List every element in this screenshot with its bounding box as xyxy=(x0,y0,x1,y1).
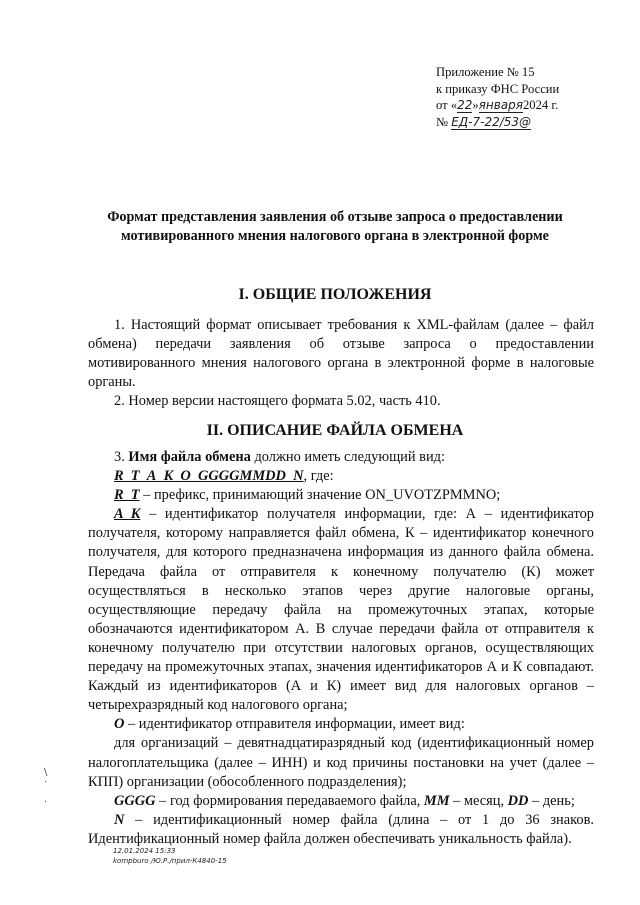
filename-term: Имя файла обмена xyxy=(128,449,251,465)
date-definition: GGGG – год формирования передаваемого файла, MM – месяц, DD – день; xyxy=(114,792,575,809)
margin-scan-marks: \ · · xyxy=(44,767,48,808)
paragraph-3: 3. Имя файла обмена должно иметь следующий вид: xyxy=(114,449,445,465)
filename-pattern: R_T_A_K_O_GGGGMMDD_N xyxy=(114,468,304,485)
o-definition: O – идентификатор отправителя информации, имеет вид: xyxy=(114,716,465,733)
organization-definition: для организаций – девятнадцатиразрядный код (идентификационный номер налогоплательщика (далее – ИНН) и код причины постановки на учет (далее – КПП) организации (обособленного подразделения); xyxy=(88,735,594,790)
rt-definition: R_T – префикс, принимающий значение ON_UVOTZPMMNO; xyxy=(114,487,501,504)
title-line-1: Формат представления заявления об отзыве запроса о предоставлении xyxy=(107,209,563,225)
title-line-2: мотивированного мнения налогового органа в электронной форме xyxy=(121,228,549,244)
ak-definition: A_K – идентификатор получателя информации, где: А – идентификатор получателя, которому направляется файл обмена, К – идентификатор конечного получателя, для которого предназначена информация из данного файла обмена. Передача файла от отправителя к конечному получателю (К) может осуществляться в несколько этапов через другие налоговые органы, осуществляющие передачу файла на промежуточных этапах, которые обозначаются идентификатором А. В случае передачи файла от отправителя к конечному получателю при отсутствии налоговых органов, осуществляющих передачу на промежуточных этапах, значения идентификаторов А и К совпадают. Каждый из идентификаторов (А и К) имеет вид для налоговых органов – четырехразрядный код налогового органа; xyxy=(88,506,594,714)
n-definition: N – идентификационный номер файла (длина – от 1 до 36 знаков. Идентификационный номер файла должен обеспечивать уникальность файла). xyxy=(88,811,594,847)
footer-timestamp: 12.01.2024 15:33 xyxy=(113,847,176,855)
section-2-body xyxy=(88,448,594,849)
footer-stamp xyxy=(113,846,227,866)
appendix-line-2: к приказу ФНС России xyxy=(436,81,560,96)
section-1-heading: I. ОБЩИЕ ПОЛОЖЕНИЯ xyxy=(238,286,432,303)
handwritten-day: 22 xyxy=(457,98,473,113)
document-title xyxy=(70,208,600,246)
section-2-heading: II. ОПИСАНИЕ ФАЙЛА ОБМЕНА xyxy=(206,422,464,439)
footer-file-ref: kompburo /Ю.Р./прил-К4840-15 xyxy=(113,857,227,865)
appendix-number-line: № ЕД-7-22/53@ xyxy=(436,114,532,129)
section-1-body xyxy=(88,316,594,411)
filename-pattern-line: R_T_A_K_O_GGGGMMDD_N, где: xyxy=(114,468,334,485)
appendix-block xyxy=(436,64,636,130)
paragraph-1: 1. Настоящий формат описывает требования к XML-файлам (далее – файл обмена) передачи заявления об отзыве запроса о предоставлении мотивированного мнения налогового органа в электронной форме в налоговые органы. xyxy=(88,317,594,391)
handwritten-order-number: ЕД-7-22/53@ xyxy=(451,114,532,129)
appendix-line-1: Приложение № 15 xyxy=(436,65,535,79)
handwritten-month: января xyxy=(478,98,523,113)
paragraph-2: 2. Номер версии настоящего формата 5.02, часть 410. xyxy=(114,393,441,410)
appendix-date-line: от «22»января2024 г. xyxy=(436,98,559,113)
